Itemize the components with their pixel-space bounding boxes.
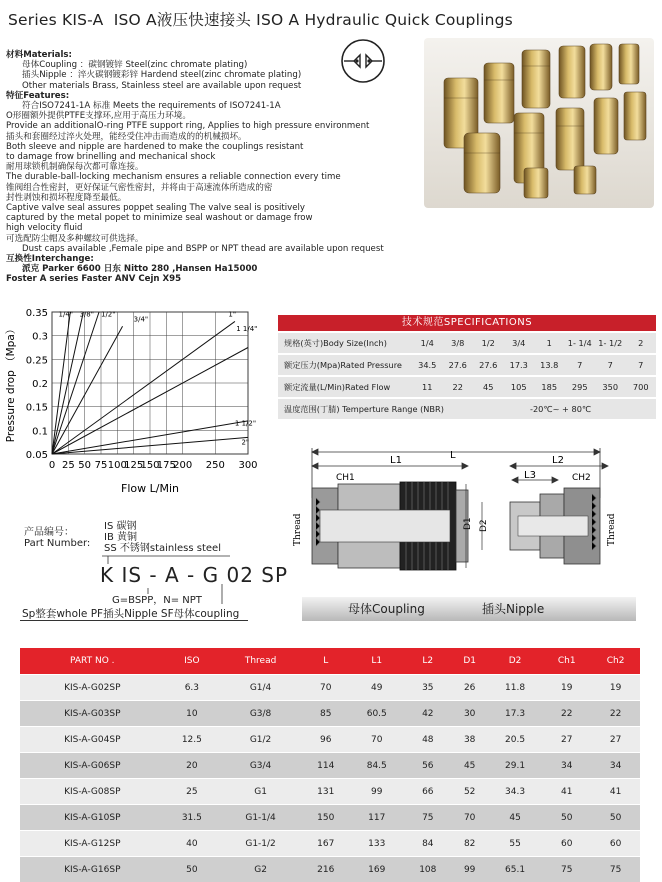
table-cell: 84.5 — [349, 753, 404, 779]
table-cell: 40 — [165, 831, 220, 857]
spec-cell: 7 — [626, 355, 657, 375]
table-cell: 6.3 — [165, 675, 220, 701]
table-cell: G3/4 — [219, 753, 302, 779]
features-line: Provide an additionalO-ring PTFE support ring, Applies to high pressure environment — [6, 121, 416, 131]
table-row — [20, 857, 640, 882]
features-line: The durable-ball-locking mechanism ensures a reliable connection every time — [6, 172, 416, 182]
col-header: L — [302, 648, 349, 675]
x-tick-label: 100 — [108, 460, 127, 471]
divider — [20, 620, 248, 621]
features-line: O形圈额外提供PTFE支撑环,应用于高压力环境。 — [6, 111, 416, 121]
table-cell: G1 — [219, 779, 302, 805]
thread-note: G=BSPP，N= NPT — [112, 591, 202, 606]
x-axis-label: Flow L/Min — [121, 482, 179, 495]
materials-line: Other materials Brass, Stainless steel are available upon request — [6, 81, 416, 91]
table-cell: 29.1 — [488, 753, 543, 779]
table-cell: 22 — [542, 701, 591, 727]
table-cell: 10 — [165, 701, 220, 727]
features-line: Dust caps available ,Female pipe and BSPP or NPT thead are available upon request — [6, 244, 416, 254]
table-cell: 27 — [542, 727, 591, 753]
y-tick-label: 0.2 — [32, 379, 48, 390]
table-cell: 42 — [404, 701, 451, 727]
table-row — [20, 727, 640, 753]
materials-line: 插头Nipple ：淬火碳钢镀彩锌 Hardend steel(zinc chromate plating) — [6, 70, 416, 80]
features-heading: 特征Features: — [6, 91, 416, 101]
table-cell: 131 — [302, 779, 349, 805]
series-label: 1 1/2" — [235, 420, 256, 428]
spec-row-label: 额定压力(Mpa)Rated Pressure — [278, 355, 412, 375]
coupling-dimension-drawing — [290, 438, 640, 578]
interchange-line: 派克 Parker 6600 日东 Nitto 280 ,Hansen Ha15000 — [6, 264, 416, 274]
spec-cell: 27.6 — [443, 355, 474, 375]
spec-row — [278, 333, 656, 353]
features-line: 耐用球锁机制确保每次都可靠连接。 — [6, 162, 416, 172]
table-cell: 117 — [349, 805, 404, 831]
interchange-heading: 互换性Interchange: — [6, 254, 416, 264]
x-tick-label: 300 — [238, 460, 257, 471]
y-tick-label: 0.1 — [32, 426, 48, 437]
features-line: Captive valve seal assures poppet sealing The valve seal is positively — [6, 203, 416, 213]
spec-cell: 7 — [565, 355, 596, 375]
banner-coupling: 母体Coupling — [348, 597, 425, 621]
spec-cell: 11 — [412, 377, 443, 397]
table-cell: 96 — [302, 727, 349, 753]
col-header: Ch2 — [591, 648, 640, 675]
dim-l1: L1 — [390, 455, 402, 466]
col-header: D1 — [452, 648, 488, 675]
part-number-label-en: Part Number: — [24, 538, 90, 549]
features-line: 封性剥蚀和损坏程度降至最低。 — [6, 193, 416, 203]
page-title — [8, 8, 513, 30]
table-cell: 34 — [542, 753, 591, 779]
table-cell: 99 — [452, 857, 488, 882]
spec-row — [278, 355, 656, 375]
table-row — [20, 675, 640, 701]
table-cell: 45 — [488, 805, 543, 831]
y-tick-label: 0.35 — [26, 308, 48, 319]
table-cell: 50 — [591, 805, 640, 831]
part-number-label-cn: 产品编号： — [24, 527, 90, 538]
series-label: 1/2" — [101, 311, 116, 319]
part-number-code: K IS - A - G 02 SP — [100, 563, 288, 587]
spec-cell: 185 — [534, 377, 565, 397]
spec-cell: 105 — [504, 377, 535, 397]
col-header: Ch1 — [542, 648, 591, 675]
features-line: 符合ISO7241-1A 标准 Meets the requirements of ISO7241-1A — [6, 101, 416, 111]
y-tick-label: 0.15 — [26, 403, 48, 414]
table-row — [20, 701, 640, 727]
table-cell: 169 — [349, 857, 404, 882]
y-tick-label: 0.05 — [26, 450, 48, 461]
features-line: to damage frow brinelling and mechanical shock — [6, 152, 416, 162]
coupling-nipple-banner — [302, 597, 636, 621]
table-cell: KIS-A-G12SP — [20, 831, 165, 857]
features-line: 锥阀组合性密封，更好保证气密性密封，并将由于高速流体所造成的密 — [6, 183, 416, 193]
table-cell: 49 — [349, 675, 404, 701]
dim-l: L — [450, 450, 456, 461]
interchange-line: Foster A series Faster ANV Cejn X95 — [6, 274, 416, 284]
x-tick-label: 250 — [206, 460, 225, 471]
product-name: ISO A液压快速接头 ISO A Hydraulic Quick Couplings — [114, 11, 513, 29]
spec-cell: -20℃~ + 80℃ — [412, 399, 656, 419]
table-cell: 108 — [404, 857, 451, 882]
table-cell: 34.3 — [488, 779, 543, 805]
table-cell: 70 — [452, 805, 488, 831]
suffix-note: Sp整套whole PF插头Nipple SF母体coupling — [22, 606, 239, 621]
table-cell: 50 — [165, 857, 220, 882]
spec-cell: 22 — [443, 377, 474, 397]
table-cell: 27 — [591, 727, 640, 753]
table-cell: 12.5 — [165, 727, 220, 753]
y-tick-label: 0.25 — [26, 355, 48, 366]
table-cell: KIS-A-G16SP — [20, 857, 165, 882]
spec-cell: 1- 1/4 — [565, 333, 596, 353]
material-option: SS 不锈钢stainless steel — [104, 543, 221, 554]
col-header: PART NO . — [20, 648, 165, 675]
dim-d2: D2 — [479, 519, 489, 532]
col-header: L2 — [404, 648, 451, 675]
table-cell: 60.5 — [349, 701, 404, 727]
table-row — [20, 831, 640, 857]
spec-cell: 45 — [473, 377, 504, 397]
dim-thread-left: Thread — [293, 513, 303, 546]
features-line: 插头和套圈经过淬火处理，能经受住冲击而造成的的机械损坏。 — [6, 132, 416, 142]
table-cell: KIS-A-G04SP — [20, 727, 165, 753]
dim-l3: L3 — [524, 470, 536, 481]
table-cell: 26 — [452, 675, 488, 701]
banner-nipple: 插头Nipple — [482, 597, 544, 621]
table-cell: 19 — [591, 675, 640, 701]
table-row — [20, 805, 640, 831]
table-cell: 75 — [591, 857, 640, 882]
product-photo — [424, 38, 654, 208]
table-row — [20, 779, 640, 805]
table-cell: 167 — [302, 831, 349, 857]
table-cell: 84 — [404, 831, 451, 857]
table-cell: G1/2 — [219, 727, 302, 753]
features-line: 可选配防尘帽及多种螺纹可供选择。 — [6, 234, 416, 244]
series-name: Series KIS-A — [8, 11, 103, 29]
col-header: L1 — [349, 648, 404, 675]
table-cell: 41 — [542, 779, 591, 805]
spec-cell: 3/8 — [443, 333, 474, 353]
table-cell: KIS-A-G02SP — [20, 675, 165, 701]
table-cell: 34 — [591, 753, 640, 779]
table-cell: 99 — [349, 779, 404, 805]
table-cell: 20.5 — [488, 727, 543, 753]
table-cell: 150 — [302, 805, 349, 831]
features-line: high velocity fluid — [6, 223, 416, 233]
x-tick-label: 0 — [49, 460, 55, 471]
table-cell: 70 — [302, 675, 349, 701]
series-label: 1" — [228, 311, 236, 319]
table-cell: 31.5 — [165, 805, 220, 831]
x-tick-label: 50 — [78, 460, 91, 471]
table-cell: 52 — [452, 779, 488, 805]
table-cell: 25 — [165, 779, 220, 805]
x-tick-label: 175 — [157, 460, 176, 471]
spec-table-header: 技术规范SPECIFICATIONS — [278, 315, 656, 331]
table-cell: 70 — [349, 727, 404, 753]
part-number-label — [24, 527, 90, 549]
materials-line: 母体Coupling ：碳钢镀锌 Steel(zinc chromate plating) — [6, 60, 416, 70]
part-table — [20, 648, 640, 882]
material-options — [104, 521, 221, 554]
table-cell: 133 — [349, 831, 404, 857]
spec-cell: 3/4 — [504, 333, 535, 353]
spec-cell: 7 — [595, 355, 626, 375]
table-cell: 38 — [452, 727, 488, 753]
table-cell: 22 — [591, 701, 640, 727]
x-tick-label: 125 — [124, 460, 143, 471]
table-cell: G1-1/2 — [219, 831, 302, 857]
dim-l2: L2 — [552, 455, 564, 466]
spec-cell: 27.6 — [473, 355, 504, 375]
table-cell: 56 — [404, 753, 451, 779]
spec-row — [278, 399, 656, 419]
table-cell: G3/8 — [219, 701, 302, 727]
spec-table — [278, 315, 656, 419]
spec-cell: 1/4 — [412, 333, 443, 353]
spec-cell: 13.8 — [534, 355, 565, 375]
series-label: 1 1/4" — [236, 325, 257, 333]
table-cell: 45 — [452, 753, 488, 779]
spec-row-label: 温度范围(丁腈) Temperture Range (NBR) — [278, 399, 412, 419]
dim-ch1: CH1 — [336, 473, 355, 483]
spec-cell: 1/2 — [473, 333, 504, 353]
dim-ch2: CH2 — [572, 473, 591, 483]
series-label: 3/4" — [134, 315, 149, 323]
spec-cell: 1- 1/2 — [595, 333, 626, 353]
table-cell: KIS-A-G10SP — [20, 805, 165, 831]
features-line: captured by the metal popet to minimize seal washout or damage frow — [6, 213, 416, 223]
x-tick-label: 75 — [95, 460, 108, 471]
spec-cell: 700 — [626, 377, 657, 397]
table-cell: 30 — [452, 701, 488, 727]
dim-d1: D1 — [463, 517, 473, 530]
table-cell: 17.3 — [488, 701, 543, 727]
x-tick-label: 150 — [140, 460, 159, 471]
y-tick-label: 0.3 — [32, 332, 48, 343]
table-cell: 216 — [302, 857, 349, 882]
table-cell: G1-1/4 — [219, 805, 302, 831]
x-tick-label: 25 — [62, 460, 75, 471]
table-cell: 55 — [488, 831, 543, 857]
table-cell: 85 — [302, 701, 349, 727]
x-tick-label: 200 — [173, 460, 192, 471]
spec-row — [278, 377, 656, 397]
table-cell: 48 — [404, 727, 451, 753]
col-header: D2 — [488, 648, 543, 675]
table-cell: 60 — [591, 831, 640, 857]
table-row — [20, 753, 640, 779]
spec-cell: 34.5 — [412, 355, 443, 375]
col-header: ISO — [165, 648, 220, 675]
spec-cell: 350 — [595, 377, 626, 397]
table-cell: 114 — [302, 753, 349, 779]
table-cell: 82 — [452, 831, 488, 857]
table-cell: 20 — [165, 753, 220, 779]
spec-cell: 2 — [626, 333, 657, 353]
y-axis-label: Pressure drop （Mpa） — [5, 324, 17, 443]
material-option: IS 碳钢 — [104, 521, 221, 532]
features-line: Both sleeve and nipple are hardened to make the couplings resistant — [6, 142, 416, 152]
materials-heading: 材料Materials: — [6, 50, 416, 60]
spec-row-label: 规格(英寸)Body Size(Inch) — [278, 333, 412, 353]
table-cell: 41 — [591, 779, 640, 805]
table-cell: 66 — [404, 779, 451, 805]
table-cell: KIS-A-G08SP — [20, 779, 165, 805]
series-label: 1/4" — [59, 311, 74, 319]
table-cell: KIS-A-G03SP — [20, 701, 165, 727]
table-cell: 50 — [542, 805, 591, 831]
material-option: IB 黄铜 — [104, 532, 221, 543]
pressure-drop-chart — [0, 302, 270, 502]
table-cell: 65.1 — [488, 857, 543, 882]
dim-thread-right: Thread — [607, 513, 617, 546]
table-cell: 19 — [542, 675, 591, 701]
table-cell: G2 — [219, 857, 302, 882]
spec-cell: 17.3 — [504, 355, 535, 375]
part-table-header — [20, 648, 640, 675]
series-label: 3/8" — [79, 311, 94, 319]
table-cell: 75 — [542, 857, 591, 882]
product-description — [6, 50, 416, 285]
table-cell: G1/4 — [219, 675, 302, 701]
table-cell: 11.8 — [488, 675, 543, 701]
table-cell: KIS-A-G06SP — [20, 753, 165, 779]
table-cell: 75 — [404, 805, 451, 831]
spec-cell: 1 — [534, 333, 565, 353]
table-cell: 35 — [404, 675, 451, 701]
spec-row-label: 额定流量(L/Min)Rated Flow — [278, 377, 412, 397]
col-header: Thread — [219, 648, 302, 675]
series-label: 2" — [241, 439, 249, 447]
spec-cell: 295 — [565, 377, 596, 397]
table-cell: 60 — [542, 831, 591, 857]
